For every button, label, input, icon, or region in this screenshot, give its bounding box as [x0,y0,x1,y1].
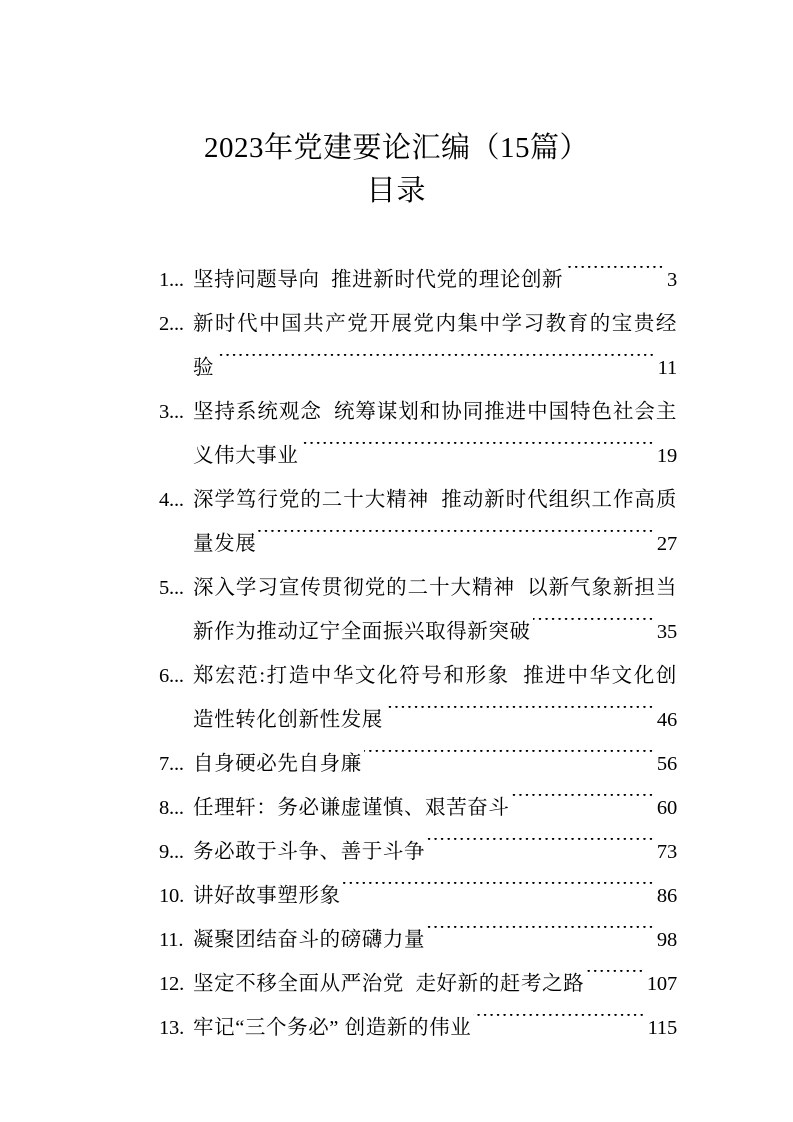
toc-entry-page-number: 86 [656,885,677,907]
dot-leader [427,926,655,947]
toc-entry-line [193,786,677,830]
toc-entry-line [193,918,677,962]
dot-leader [473,1014,645,1035]
toc-entry-number: 1... [159,269,184,291]
toc-entry[interactable] [159,654,677,742]
toc-entry-title: 造性转化创新性发展 [193,709,383,731]
toc-entry-body [193,786,677,830]
toc-entry-line [193,522,677,566]
toc-entry[interactable] [159,302,677,390]
toc-entry-line [193,874,677,918]
toc-entry-number: 6... [159,665,184,687]
toc-entry-page-number: 11 [657,357,677,379]
toc-entry[interactable] [159,830,677,874]
toc-entry-line [193,610,677,654]
toc-entry-number: 4... [159,489,184,511]
toc-entry-line [193,566,677,610]
toc-entry[interactable] [159,742,677,786]
toc-entry-body [193,830,677,874]
dot-leader [586,970,645,991]
toc-entry-body [193,258,677,302]
toc-entry[interactable] [159,874,677,918]
toc-entry[interactable] [159,390,677,478]
toc-entry-title: 深学笃行党的二十大精神 推动新时代组织工作高质 [193,489,677,511]
toc-entry-body [193,742,677,786]
toc-entry-page-number: 46 [656,709,677,731]
toc-entry-title: 自身硬必先自身廉 [193,753,362,775]
toc-entry-line [193,1006,677,1050]
dot-leader [427,838,655,859]
toc-entry-page-number: 98 [656,929,677,951]
toc-entry-body [193,566,677,654]
toc-entry-body [193,654,677,742]
dot-leader [301,442,655,463]
toc-entry-line [193,478,677,522]
toc-entry-number: 3... [159,401,184,423]
toc-entry-line [193,258,677,302]
toc-entry-page-number: 56 [656,753,677,775]
title-block [0,126,793,212]
toc-entry-number: 13. [159,1017,185,1039]
toc-entry-page-number: 73 [656,841,677,863]
toc-entry-page-number: 3 [666,269,677,291]
toc-entry-title: 坚持问题导向 推进新时代党的理论创新 [193,269,564,291]
toc-entry-number: 9... [159,841,184,863]
toc-entry-title: 新作为推动辽宁全面振兴取得新突破 [193,621,531,643]
toc-entry-page-number: 27 [656,533,677,555]
toc-entry-body [193,874,677,918]
toc-entry-title: 讲好故事塑形象 [193,885,341,907]
toc-entry-number: 8... [159,797,184,819]
toc-entry-title: 量发展 [193,533,257,555]
toc-entry-line [193,654,677,698]
dot-leader [565,266,665,287]
toc-entry-title: 新时代中国共产党开展党内集中学习教育的宝贵经 [193,313,677,335]
toc-entry-title: 坚持系统观念 统筹谋划和协同推进中国特色社会主 [193,401,677,423]
toc-entry-page-number: 60 [656,797,677,819]
dot-leader [385,706,655,727]
toc-entry-line [193,698,677,742]
toc-entry[interactable] [159,786,677,830]
toc-entry-body [193,1006,677,1050]
toc-entry-line [193,962,677,1006]
toc-entry-title: 凝聚团结奋斗的磅礴力量 [193,929,426,951]
toc-entry-number: 5... [159,577,184,599]
toc-entry-line [193,302,677,346]
toc-entry-body [193,962,677,1006]
toc-entry[interactable] [159,962,677,1006]
toc-entry-title: 验 [193,357,215,379]
toc-entry-body [193,918,677,962]
toc-entry-line [193,346,677,390]
toc-entry[interactable] [159,478,677,566]
page-title: 2023年党建要论汇编（15篇） [203,132,589,164]
toc-entry-title: 务必敢于斗争、善于斗争 [193,841,426,863]
dot-leader [533,618,655,639]
toc-entry-title: 义伟大事业 [193,445,299,467]
toc-entry-line [193,830,677,874]
toc-entry-title: 郑宏范:打造中华文化符号和形象 推进中华文化创 [193,665,677,687]
toc-entry[interactable] [159,566,677,654]
toc-entry-title: 牢记“三个务必” 创造新的伟业 [193,1017,472,1039]
toc-entry-page-number: 19 [656,445,677,467]
toc-entry-number: 12. [159,973,185,995]
toc-entry-number: 11. [159,929,184,951]
toc-entry-title: 深入学习宣传贯彻党的二十大精神 以新气象新担当 [193,577,677,599]
toc-entry[interactable] [159,1006,677,1050]
dot-leader [343,882,655,903]
toc-entry-line [193,390,677,434]
toc-entry[interactable] [159,918,677,962]
page-subtitle: 目录 [366,175,427,207]
toc-entry-number: 2... [159,313,184,335]
toc-entry-body [193,478,677,566]
toc-entry-number: 10. [159,885,185,907]
toc-entry-body [193,390,677,478]
toc-entry-title: 任理轩：务必谦虚谨慎、艰苦奋斗 [193,797,510,819]
dot-leader [258,530,655,551]
dot-leader [216,354,656,375]
dot-leader [364,750,655,771]
toc-entry-page-number: 35 [656,621,677,643]
toc-entry-page-number: 107 [646,973,677,995]
toc-entry-line [193,434,677,478]
toc-entry-title: 坚定不移全面从严治党 走好新的赶考之路 [193,973,585,995]
toc-entry[interactable] [159,258,677,302]
toc-entry-line [193,742,677,786]
toc-entry-body [193,302,677,390]
toc-entry-number: 7... [159,753,184,775]
dot-leader [512,794,655,815]
table-of-contents [159,258,677,1050]
toc-entry-page-number: 115 [647,1017,677,1039]
